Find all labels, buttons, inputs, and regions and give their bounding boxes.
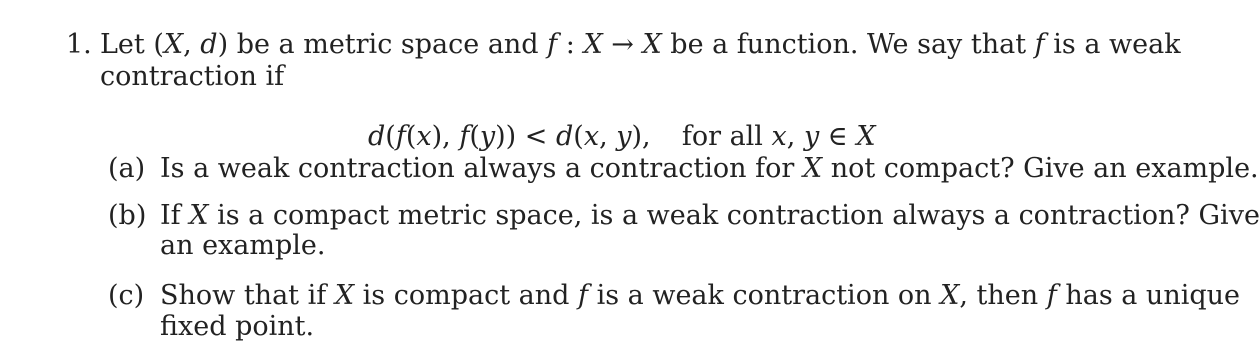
math-f: f bbox=[459, 121, 470, 152]
part-text: is a weak contraction on bbox=[588, 280, 941, 311]
part-label: (a) bbox=[108, 153, 146, 184]
math-X: X bbox=[856, 121, 876, 152]
part-text: is compact and bbox=[354, 280, 578, 311]
problem-intro-line-2 bbox=[100, 60, 284, 94]
part-text: Is a weak contraction always a contraction for bbox=[160, 153, 803, 184]
part-text: not compact? Give an example. bbox=[822, 153, 1259, 184]
math-X: X bbox=[334, 280, 355, 311]
math-x: x bbox=[771, 121, 787, 152]
display-formula bbox=[368, 120, 876, 154]
intro-text: is a weak bbox=[1044, 29, 1181, 60]
math-f: f bbox=[395, 121, 406, 152]
math-y: y bbox=[803, 121, 820, 152]
part-label: (c) bbox=[108, 280, 145, 311]
arrow-symbol: → bbox=[602, 29, 643, 60]
part-b-line-1 bbox=[160, 199, 1260, 233]
math-f: f bbox=[547, 29, 558, 60]
math-y: y bbox=[616, 121, 632, 152]
part-label: (b) bbox=[108, 200, 147, 231]
part-b-label bbox=[108, 199, 146, 233]
formula-text: for all bbox=[681, 121, 772, 152]
part-text: has a unique bbox=[1056, 280, 1241, 311]
formula-punct: ( bbox=[573, 121, 584, 152]
part-text: an example. bbox=[160, 230, 326, 261]
part-text: Show that if bbox=[160, 280, 335, 311]
part-a-line-1 bbox=[160, 152, 1259, 186]
math-f: f bbox=[578, 280, 588, 311]
math-f: f bbox=[1046, 280, 1057, 311]
problem-intro-line-1 bbox=[100, 28, 1181, 62]
math-y: y bbox=[479, 121, 496, 152]
formula-punct: ( bbox=[405, 121, 417, 152]
formula-punct: ), bbox=[631, 121, 651, 152]
intro-text: ) be a metric space and bbox=[217, 29, 548, 60]
math-f: f bbox=[1034, 29, 1045, 60]
math-X: X bbox=[583, 29, 603, 60]
part-c-label bbox=[108, 279, 144, 313]
part-b-line-2 bbox=[160, 229, 325, 263]
formula-punct: )) < bbox=[495, 121, 556, 152]
problem-number-label: 1. bbox=[66, 29, 92, 60]
part-text: is a compact metric space, is a weak contraction always a contraction? Give bbox=[208, 200, 1260, 231]
math-d: d bbox=[556, 121, 574, 152]
part-text: If bbox=[160, 200, 190, 231]
part-a-label bbox=[108, 152, 145, 186]
formula-punct: ( bbox=[385, 121, 396, 152]
math-X: X bbox=[940, 280, 960, 311]
formula-punct: , bbox=[599, 121, 617, 152]
math-X: X bbox=[189, 200, 209, 231]
intro-text: be a function. We say that bbox=[661, 29, 1035, 60]
intro-text: : bbox=[557, 29, 584, 60]
part-text: , then bbox=[959, 280, 1047, 311]
math-X: X bbox=[163, 29, 184, 60]
math-d: d bbox=[368, 121, 386, 152]
part-text: fixed point. bbox=[160, 311, 315, 342]
math-x: x bbox=[416, 121, 432, 152]
formula-punct: , bbox=[786, 121, 804, 152]
math-X: X bbox=[642, 29, 662, 60]
element-of-symbol: ∈ bbox=[819, 121, 857, 152]
intro-text: contraction if bbox=[100, 61, 285, 92]
math-d: d bbox=[200, 29, 218, 60]
part-c-line-2 bbox=[160, 310, 314, 344]
part-c-line-1 bbox=[160, 279, 1240, 313]
intro-text: Let ( bbox=[100, 29, 164, 60]
math-x: x bbox=[583, 121, 600, 152]
problem-number bbox=[66, 28, 92, 62]
math-X: X bbox=[802, 153, 823, 184]
formula-punct: ( bbox=[469, 121, 480, 152]
formula-punct: ), bbox=[431, 121, 460, 152]
intro-text: , bbox=[183, 29, 201, 60]
